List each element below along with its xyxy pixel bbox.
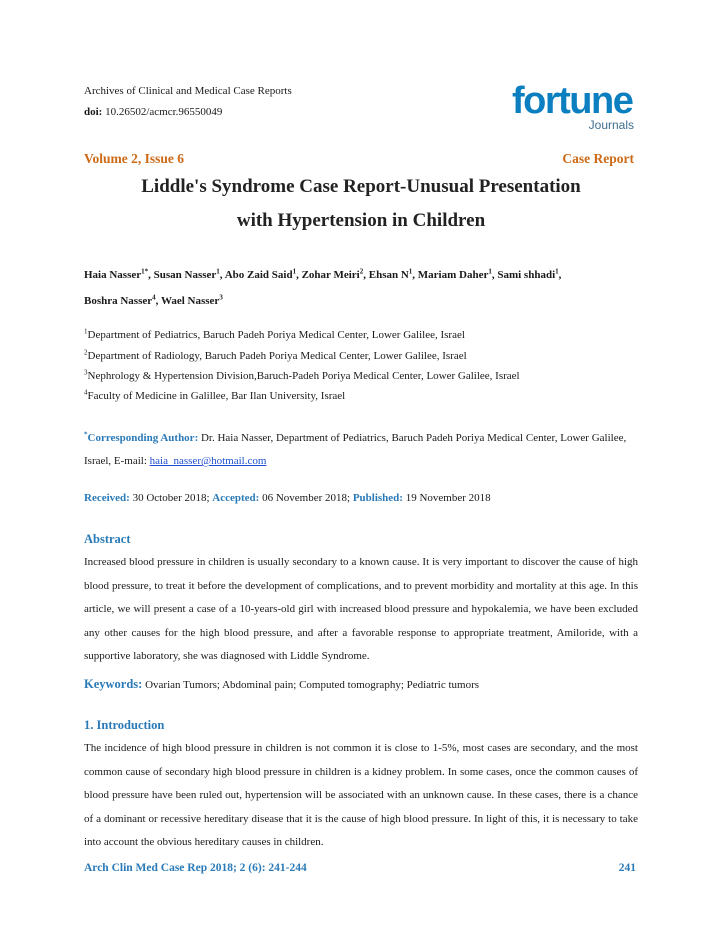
doi-label: doi: bbox=[84, 106, 103, 118]
author: Boshra Nasser$^4$, bbox=[84, 293, 161, 307]
author: Mariam Daher$^1$, bbox=[417, 267, 498, 281]
abstract-text: Increased blood pressure in children is usually secondary to a known cause. It is very important to discover the cause of high blood pressure, to treat it before the development of complications, and to prevent morbidity and mortality at this age. In this article, we will present a case of a 10-years-old girl with increased blood pressure and hypokalemia, we have been excluded any other causes for the high blood pressure, and after a favorable response to appropriate treatment, Amiloride, with a supportive laboratory, she was diagnosed with Liddle Syndrome. bbox=[84, 556, 638, 662]
article-type: Case Report bbox=[562, 151, 634, 166]
corresponding-label: Corresponding Author: bbox=[87, 432, 199, 444]
author: Zohar Meiri$^2$, bbox=[301, 267, 369, 281]
logo-sub: Journals bbox=[588, 118, 634, 132]
logo-word: fortune bbox=[512, 80, 633, 122]
email-link[interactable]: haia_nasser@hotmail.com bbox=[149, 455, 267, 467]
publication-dates: Received: 30 October 2018; Accepted: 06 November 2018; Published: 19 November 2018 bbox=[84, 492, 491, 504]
volume-issue: Volume 2, Issue 6 bbox=[84, 151, 185, 166]
title-line-2: with Hypertension in Children bbox=[236, 210, 486, 231]
corresponding-author: *Corresponding Author: Dr. Haia Nasser, Department of Pediatrics, Baruch Padeh Poriya Medical Center, Lower Galilee, Israel, E-mail: haia_nasser@hotmail.com bbox=[84, 430, 627, 467]
author: Susan Nasser$^1$, bbox=[153, 267, 225, 281]
introduction-heading: 1. Introduction bbox=[84, 718, 165, 732]
author: Wael Nasser$^3$ bbox=[160, 293, 223, 307]
author: Abo Zaid Said$^1$, bbox=[224, 267, 302, 281]
author: Haia Nasser$^{1*}$, bbox=[84, 267, 154, 281]
title-line-1: Liddle's Syndrome Case Report-Unusual Presentation bbox=[141, 176, 581, 197]
affiliation-1: $^1$Department of Pediatrics, Baruch Padeh Poriya Medical Center, Lower Galilee, Israel bbox=[84, 327, 465, 341]
author: Ehsan $N^1$, bbox=[368, 267, 418, 281]
doi-value: 10.26502/acmcr.96550049 bbox=[105, 106, 223, 118]
keywords-label: Keywords: bbox=[84, 677, 143, 691]
journal-name: Archives of Clinical and Medical Case Reports bbox=[84, 85, 292, 97]
footer-citation: Arch Clin Med Case Rep 2018; 2 (6): 241-244 bbox=[84, 862, 307, 874]
doi-line bbox=[84, 106, 222, 118]
keywords: Keywords: Ovarian Tumors; Abdominal pain; Computed tomography; Pediatric tumors bbox=[84, 677, 480, 691]
affiliation-4: $^4$Faculty of Medicine in Galillee, Bar Ilan University, Israel bbox=[84, 388, 346, 402]
author: Sami shhadi$^1$, bbox=[497, 267, 562, 281]
fortune-journals-logo bbox=[512, 82, 642, 136]
affiliation-3: $^3$Nephrology & Hypertension Division,Baruch-Padeh Poriya Medical Center, Lower Galilee, Israel bbox=[84, 368, 520, 382]
page-number: 241 bbox=[618, 862, 636, 874]
author-list bbox=[84, 262, 638, 314]
introduction-text: The incidence of high blood pressure in children is not common it is close to 1-5%, most cases are secondary, and the most common cause of secondary high blood pressure in children is a kidney problem. In some cases, once the common causes of blood pressure have been ruled out, hypertension will be associated with an unknown cause. In these cases, there is a chance of a dominant or recessive hereditary disease that it is the cause of high blood pressure. In light of this, it is necessary to take into account the obvious hereditary causes in children. bbox=[84, 742, 638, 848]
abstract-heading: Abstract bbox=[84, 532, 131, 546]
affiliation-2: $^2$Department of Radiology, Baruch Padeh Poriya Medical Center, Lower Galilee, Israel bbox=[84, 348, 467, 362]
